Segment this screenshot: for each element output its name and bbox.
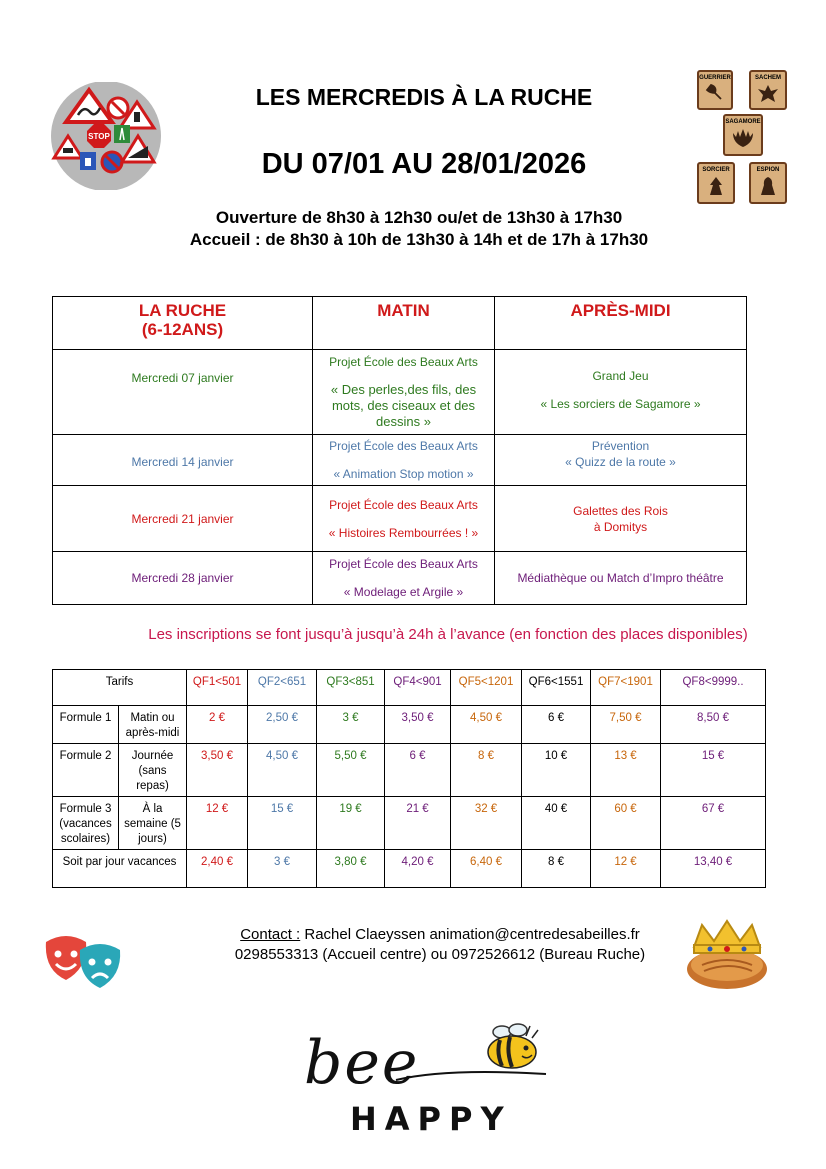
header-ruche-age: (6-12ANS) <box>141 320 224 339</box>
tariff-price: 15 € <box>661 744 766 797</box>
tariff-header-qf5: QF5<1201 <box>451 670 522 706</box>
tariff-price: 3,80 € <box>317 850 385 888</box>
schedule-morning <box>313 350 495 435</box>
morning-detail: « Animation Stop motion » <box>333 467 474 481</box>
galette-illustration <box>682 917 772 995</box>
afternoon-title: Grand Jeu <box>592 369 649 383</box>
bee-script-text: bee <box>304 1028 420 1098</box>
tariff-price: 2 € <box>187 706 248 744</box>
badge-sachem-label: SACHEM <box>754 75 781 81</box>
theatre-masks-illustration <box>40 932 126 998</box>
schedule-day: Mercredi 28 janvier <box>53 552 313 605</box>
schedule-row <box>53 552 747 605</box>
tariff-price: 40 € <box>522 797 591 850</box>
afternoon-title: Prévention <box>591 439 650 453</box>
tariff-price: 4,50 € <box>451 706 522 744</box>
schedule-morning <box>313 552 495 605</box>
tariff-formula: Soit par jour vacances <box>53 850 187 888</box>
registration-note: Les inscriptions se font jusqu’à jusqu’à 24h à l’avance (en fonction des places disponibles) <box>148 626 748 643</box>
tariff-price: 6 € <box>385 744 451 797</box>
tariff-price: 3,50 € <box>385 706 451 744</box>
contact-line <box>160 925 720 945</box>
tariff-row <box>53 744 766 797</box>
contact-phones: 0298553313 (Accueil centre) ou 0972526612 (Bureau Ruche) <box>234 946 646 963</box>
tariff-type: À la semaine (5 jours) <box>119 797 187 850</box>
tariff-type: Matin ou après-midi <box>119 706 187 744</box>
bee-icon <box>482 1018 546 1074</box>
badge-sorcier-label: SORCIER <box>702 167 730 173</box>
contact-block <box>160 925 720 965</box>
page-title: LES MERCREDIS À LA RUCHE <box>255 84 593 110</box>
opening-hours: Ouverture de 8h30 à 12h30 ou/et de 13h30 à 17h30 <box>215 208 623 227</box>
happy-text: HAPPY <box>350 1100 512 1138</box>
tariff-price: 3 € <box>317 706 385 744</box>
tariff-price: 10 € <box>522 744 591 797</box>
schedule-row <box>53 435 747 486</box>
tariff-header-qf2: QF2<651 <box>248 670 317 706</box>
tariff-row <box>53 706 766 744</box>
tariff-price: 15 € <box>248 797 317 850</box>
tariff-price: 8 € <box>451 744 522 797</box>
schedule-table <box>52 296 747 605</box>
contact-person-email: Rachel Claeyssen animation@centredesabeilles.fr <box>300 926 640 943</box>
badge-sagamore-label: SAGAMORE <box>725 119 761 125</box>
afternoon-detail: à Domitys <box>593 519 648 534</box>
schedule-day: Mercredi 07 janvier <box>53 350 313 435</box>
schedule-header-apres-midi: APRÈS-MIDI <box>495 297 747 350</box>
tariff-formula: Formule 1 <box>53 706 119 744</box>
contact-label: Contact : <box>240 926 301 943</box>
tariff-header-row <box>53 670 766 706</box>
tariff-price: 21 € <box>385 797 451 850</box>
schedule-afternoon <box>495 350 747 435</box>
schedule-header-matin: MATIN <box>313 297 495 350</box>
tariff-price: 60 € <box>591 797 661 850</box>
tariff-table <box>52 669 766 888</box>
afternoon-detail: « Quizz de la route » <box>565 455 676 469</box>
tariff-formula: Formule 3 (vacances scolaires) <box>53 797 119 850</box>
tariff-price: 5,50 € <box>317 744 385 797</box>
tariff-price: 12 € <box>591 850 661 888</box>
tariff-header-qf6: QF6<1551 <box>522 670 591 706</box>
date-range: DU 07/01 AU 28/01/2026 <box>261 148 587 180</box>
afternoon-title: Galettes des Rois <box>573 503 668 518</box>
tariff-header-qf4: QF4<901 <box>385 670 451 706</box>
tariff-price: 13 € <box>591 744 661 797</box>
tariff-price: 19 € <box>317 797 385 850</box>
morning-title: Projet École des Beaux Arts <box>329 497 478 512</box>
tariff-header-qf7: QF7<1901 <box>591 670 661 706</box>
tariff-price: 3,50 € <box>187 744 248 797</box>
tariff-price: 2,50 € <box>248 706 317 744</box>
tariff-header-qf3: QF3<851 <box>317 670 385 706</box>
tariff-row <box>53 797 766 850</box>
tariff-price: 8 € <box>522 850 591 888</box>
headdress-icon <box>731 127 755 149</box>
schedule-row <box>53 486 747 552</box>
schedule-row <box>53 350 747 435</box>
header-ruche-label: LA RUCHE <box>138 301 227 320</box>
schedule-header-row <box>53 297 747 350</box>
schedule-morning <box>313 486 495 552</box>
morning-title: Projet École des Beaux Arts <box>329 355 478 369</box>
schedule-afternoon: Médiathèque ou Match d’Impro théâtre <box>495 552 747 605</box>
tariff-price: 12 € <box>187 797 248 850</box>
morning-detail: « Histoires Rembourrées ! » <box>328 525 479 540</box>
badge-espion-label: ESPION <box>756 167 780 173</box>
tariff-price: 13,40 € <box>661 850 766 888</box>
tariff-formula: Formule 2 <box>53 744 119 797</box>
tariff-price: 32 € <box>451 797 522 850</box>
morning-title: Projet École des Beaux Arts <box>329 557 478 571</box>
afternoon-detail: « Les sorciers de Sagamore » <box>540 397 701 411</box>
tariff-header-qf1: QF1<501 <box>187 670 248 706</box>
tariff-price: 67 € <box>661 797 766 850</box>
schedule-day: Mercredi 21 janvier <box>53 486 313 552</box>
tariff-price: 7,50 € <box>591 706 661 744</box>
badge-guerrier-label: GUERRIER <box>699 75 731 81</box>
tariff-price: 6 € <box>522 706 591 744</box>
schedule-day: Mercredi 14 janvier <box>53 435 313 486</box>
bee-happy-logo <box>296 1018 556 1142</box>
morning-detail: « Des perles,des fils, des mots, des ciseaux et des dessins » <box>330 382 477 429</box>
tariff-price: 4,20 € <box>385 850 451 888</box>
schedule-afternoon <box>495 435 747 486</box>
tariff-price: 2,40 € <box>187 850 248 888</box>
tariff-type: Journée (sans repas) <box>119 744 187 797</box>
svg-text:STOP: STOP <box>88 132 110 141</box>
tariff-header-qf8: QF8<9999.. <box>661 670 766 706</box>
tariff-price: 4,50 € <box>248 744 317 797</box>
tariff-label: Tarifs <box>53 670 187 706</box>
tariff-row <box>53 850 766 888</box>
morning-title: Projet École des Beaux Arts <box>329 439 478 453</box>
schedule-header-ruche <box>53 297 313 350</box>
welcome-hours: Accueil : de 8h30 à 10h de 13h30 à 14h et de 17h à 17h30 <box>189 230 649 249</box>
morning-detail: « Modelage et Argile » <box>343 585 464 599</box>
tariff-price: 8,50 € <box>661 706 766 744</box>
tariff-price: 6,40 € <box>451 850 522 888</box>
schedule-afternoon <box>495 486 747 552</box>
schedule-morning <box>313 435 495 486</box>
tariff-price: 3 € <box>248 850 317 888</box>
